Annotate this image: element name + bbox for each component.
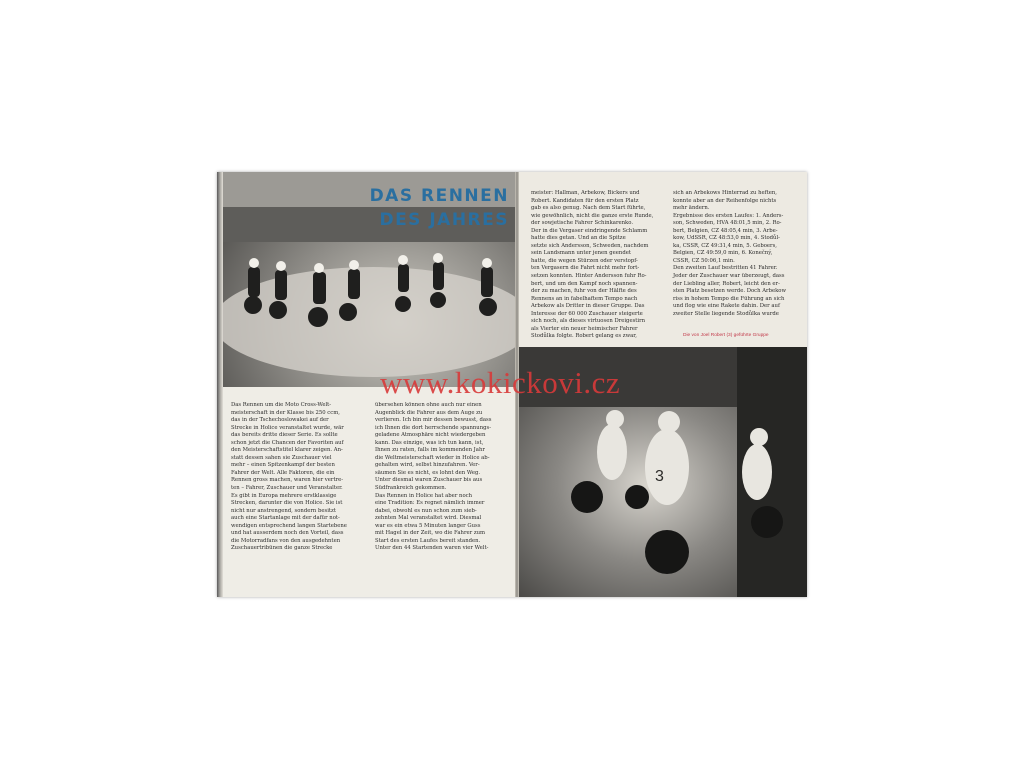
text-column-right-2: sich an Arbekows Hinterrad zu heften, konnte aber an der Reihenfolge nichts mehr ändern. Ergebnisse des ersten Laufes: 1. Anders- son, Schweden, HVA 48:01,5 min, 2. Ro- bert, Belgien, CZ 48:05,4 min, 3. Arbe- kow, UdSSR, CZ 48:53,0 min, 4. Stodůl- ka, CSSR, CZ 49:31,4 min, 5. Geboers, Belgien, CZ 49:59,0 min, 6. Konečný, CSSR, CZ 50:06,1 min. Den zweiten Lauf bestritten 41 Fahrer. Jeder der Zuschauer war überzeugt, dass der Liebling aller, Robert, leicht den er- sten Platz besetzen werde. Doch Arbekow riss in hohem Tempo die Führung an sich und flog wie eine Rakete dahin. Der auf zweiter Stelle liegende Stodůlka wurde bbox=[673, 190, 787, 317]
title-line-2: DES JAHRES bbox=[379, 210, 509, 230]
text-column-left-1: Das Rennen um die Moto Cross-Welt- meisterschaft in der Klasse bis 250 ccm, das in der Tschechoslowakei auf der Strecke in Holice veranstaltet wurde, wär das bereits dritte dieser Serie. Es sollte schon jetzt die Chancen der Favoriten auf den Meisterschaftstitel klarer zeigen. An- statt dessen sahen sie Zuschauer viel mehr – einen Spitzenkampf der besten Fahrer der Welt. Alle Faktoren, die ein Rennen gross machen, waren hier vertre- ten – Fahrer, Zuschauer und Veranstalter. Es gibt in Europa mehrere erstklassige Strecken, darunter die von Holice. Sie ist nicht nur anstrengend, sondern besitzt auch eine Startanlage mit der dafür not- wendigen entsprechend langen Startebene und hat ausserdem noch den Vorteil, dass die Motorradfans von den ausgedehnten Zuschauertribünen die ganze Strecke bbox=[231, 402, 347, 552]
watermark: www.kokickovi.cz bbox=[380, 365, 621, 400]
title-line-1: DAS RENNEN bbox=[369, 186, 509, 206]
photo-caption: Die von Joel Robert (3) geführte Gruppe bbox=[683, 333, 769, 338]
text-column-left-2: übersehen können ohne auch nur einen Augenblick die Fahrer aus dem Auge zu verlieren. Ich bin mir dessen bewusst, dass ich Ihnen die dort herrschende spannungs- geladene Atmosphäre nicht wiedergeben kann. Das einzige, was ich tun kann, ist, Ihnen zu raten, falls im kommenden Jahr die Weltmeisterschaft wieder in Holice ab- gehalten wird, selbst hinzufahren. Ver- säumen Sie es nicht, es lohnt den Weg. Unter diesmal waren Zuschauer bis aus Südfrankreich gekommen. Das Rennen in Holice hat aber noch eine Tradition: Es regnet nämlich immer dabei, obwohl es nun schon zum sieb- zehnten Mal veranstaltet wird. Diesmal war es ein etwa 5 Minuten langer Guss mit Hagel in der Zeit, wo die Fahrer zum Start des ersten Laufes bereit standen. Unter den 44 Startenden waren vier Welt- bbox=[375, 402, 492, 552]
text-column-right-1: meister: Hallman, Arbekow, Bickers und Robert. Kandidaten für den ersten Platz gab es also genug. Nach dem Start führte, wie gewöhnlich, nicht die ganze erste Runde, der sowjetische Fahrer Schinkarenko. Der in die Vergaser eindringende Schlamm hatte dies getan. Und an die Spitze setzte sich Andersson, Schweden, nachdem sein Landsmann unter jenen geendet hatte, die wegen Stürzen oder verstopf- ten Vergasern die Fahrt nicht mehr fort- setzen konnten. Hinter Andersson fuhr Ro- bert, und um den Kampf noch spannen- der zu machen, fuhr von der Hälfte des Rennens an in fabelhaftem Tempo nach Arbekow als Dritter in dieser Gruppe. Das Interesse der 60 000 Zuschauer steigerte sich noch, als dieses virtuosen Dreigestirn als Vierter ein neuer heimischer Fahrer Stodůlka folgte. Robert gelang es zwar, bbox=[531, 190, 654, 340]
page-edge bbox=[217, 172, 223, 597]
svg-text:3: 3 bbox=[655, 468, 664, 485]
article-title bbox=[370, 184, 509, 232]
motocross-race-photo-top bbox=[223, 172, 517, 387]
